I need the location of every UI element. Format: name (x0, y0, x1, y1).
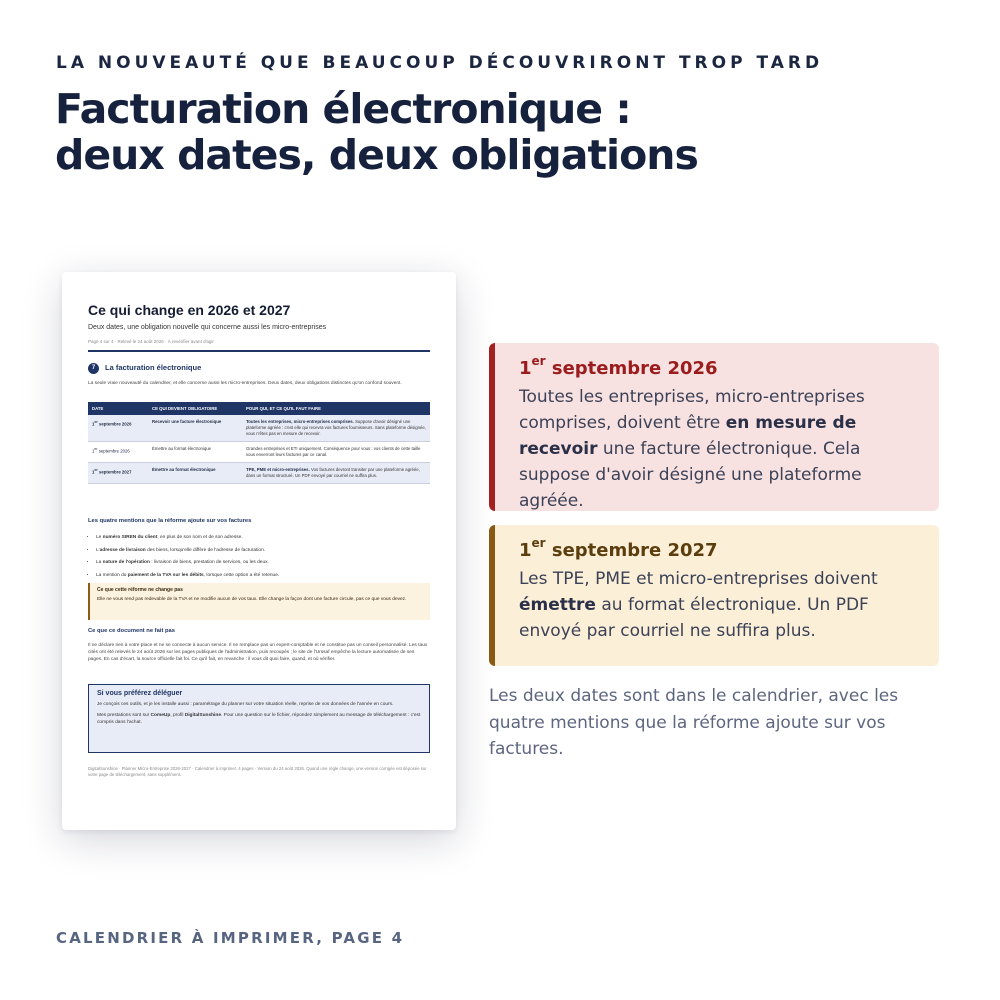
warning-title: Ce que cette réforme ne change pas (97, 587, 183, 593)
kicker-text: LA NOUVEAUTÉ QUE BEAUCOUP DÉCOUVRIRONT TROP TARD (56, 53, 824, 73)
table-cell-date: 1er septembre 2026 (88, 415, 148, 442)
table-row (88, 415, 430, 442)
footer-label: CALENDRIER À IMPRIMER, PAGE 4 (56, 929, 405, 947)
list-item: • L'adresse de livraison des biens, lorsqu'elle diffère de l'adresse de facturation. (96, 545, 426, 558)
page-headline (55, 86, 698, 178)
headline-line-2: deux dates, deux obligations (55, 131, 698, 179)
table-cell-obligation: Émettre au format électronique (148, 442, 242, 463)
document-meta: Page 4 sur 4 · Relevé le 24 août 2026 · À revérifier avant d'agir (88, 339, 214, 344)
table-header-row (88, 402, 430, 415)
list-item: • Le numéro SIREN du client, en plus de son nom et de son adresse. (96, 532, 426, 545)
table-row (88, 442, 430, 463)
table-cell-date: 1er septembre 2027 (88, 463, 148, 484)
delegate-title: Si vous préférez déléguer (97, 690, 183, 697)
table-header: CE QUI DEVIENT OBLIGATOIRE (148, 402, 242, 415)
summary-note: Les deux dates sont dans le calendrier, avec les quatre mentions que la réforme ajoute sur vos factures. (489, 686, 899, 759)
table-cell-date: 1er septembre 2026 (88, 442, 148, 463)
callout-text: Toutes les entreprises, micro-entreprises comprises, doivent être en mesure de recevoir une facture électronique. Cela suppose d'avoir désigné une plateforme agréée. (519, 387, 865, 511)
limits-text: Il ne déclare rien à votre place et ne se connecte à aucun service. Il ne remplace pas un expert-comptable et ne constitue pas un conseil personnalisé. Les taux cités ont été relevés le 24 août 2026 sur les pages publiques de l'administration, puis recoupés ; le site de l'Urssaf empêche la lecture automatisée de ses pages. En cas d'écart, la source officielle fait foi. Ce qu'il fait, en revanche : il vous dit quoi faire, quand, et où vérifier. (88, 643, 428, 662)
section-number-badge: 7 (88, 363, 99, 374)
document-preview (62, 272, 456, 830)
mentions-list (96, 532, 426, 582)
delegate-paragraph-2: Mes prestations sont sur ComeUp, profil DigitalSunshine. Pour une question sur le fichier, répondez simplement au message de téléchargement : c'est compris dans l'achat. (97, 713, 421, 725)
callout-2027 (489, 525, 939, 666)
list-item: • La mention du paiement de la TVA sur les débits, lorsque cette option a été retenue. (96, 570, 426, 583)
obligations-table (88, 402, 430, 484)
callout-2026 (489, 343, 939, 511)
limits-title: Ce que ce document ne fait pas (88, 628, 175, 634)
table-cell-obligation: Recevoir une facture électronique (148, 415, 242, 442)
document-subtitle: Deux dates, une obligation nouvelle qui concerne aussi les micro-entreprises (88, 324, 327, 331)
warning-text: Elle ne vous rend pas redevable de la TVA et ne modifie aucun de vos taux. Elle change la façon dont une facture circule, pas ce que vous devez. (97, 597, 407, 602)
document-title: Ce qui change en 2026 et 2027 (88, 302, 291, 318)
section-title: La facturation électronique (105, 363, 202, 372)
mentions-title: Les quatre mentions que la réforme ajoute sur vos factures (88, 518, 252, 524)
table-cell-obligation: Émettre au format électronique (148, 463, 242, 484)
section-intro: La seule vraie nouveauté du calendrier, et elle concerne aussi les micro-entreprises. Deux dates, deux obligations distinctes qu'on confond souvent. (88, 381, 402, 386)
table-row (88, 463, 430, 484)
document-footer: DigitalSunshine · Planner Micro-Entreprise 2026-2027 · Calendrier à imprimer, 4 pages · Version du 24 août 2026. Quand une règle change, une version corrigée est déposée sur votre page de téléchargement, sans supplément. (88, 766, 427, 777)
list-item: • La nature de l'opération : livraison de biens, prestation de services, ou les deux. (96, 557, 426, 570)
document-divider (88, 350, 430, 352)
callout-text: Les TPE, PME et micro-entreprises doivent émettre au format électronique. Un PDF envoyé par courriel ne suffira plus. (519, 569, 878, 641)
callout-date: 1er septembre 2026 (519, 354, 718, 379)
table-header: POUR QUI, ET CE QU'IL FAUT FAIRE (242, 402, 430, 415)
delegate-box (88, 684, 430, 753)
warning-box (88, 583, 430, 620)
headline-line-1: Facturation électronique : (55, 85, 631, 133)
table-cell-who: Toutes les entreprises, micro-entreprises comprises. Suppose d'avoir désigné une plateforme agréée : c'est elle qui recevra vos factures fournisseurs. Sans plateforme désignée, vous n'êtes pas en mesure de recevoir. (242, 415, 430, 442)
delegate-paragraph-1: Je conçois ces outils, et je les installe aussi : paramétrage du planner sur votre situation réelle, reprise de vos données de l'année en cours. (97, 702, 394, 707)
table-cell-who: TPE, PME et micro-entreprises. Vos factures devront transiter par une plateforme agréée, dans un format structuré. Un PDF envoyé par courriel ne suffira plus. (242, 463, 430, 484)
table-cell-who: Grandes entreprises et ETI uniquement. Conséquence pour vous : vos clients de cette taille vous enverront leurs factures par ce canal. (242, 442, 430, 463)
table-header: DATE (88, 402, 148, 415)
callout-date: 1er septembre 2027 (519, 536, 718, 561)
